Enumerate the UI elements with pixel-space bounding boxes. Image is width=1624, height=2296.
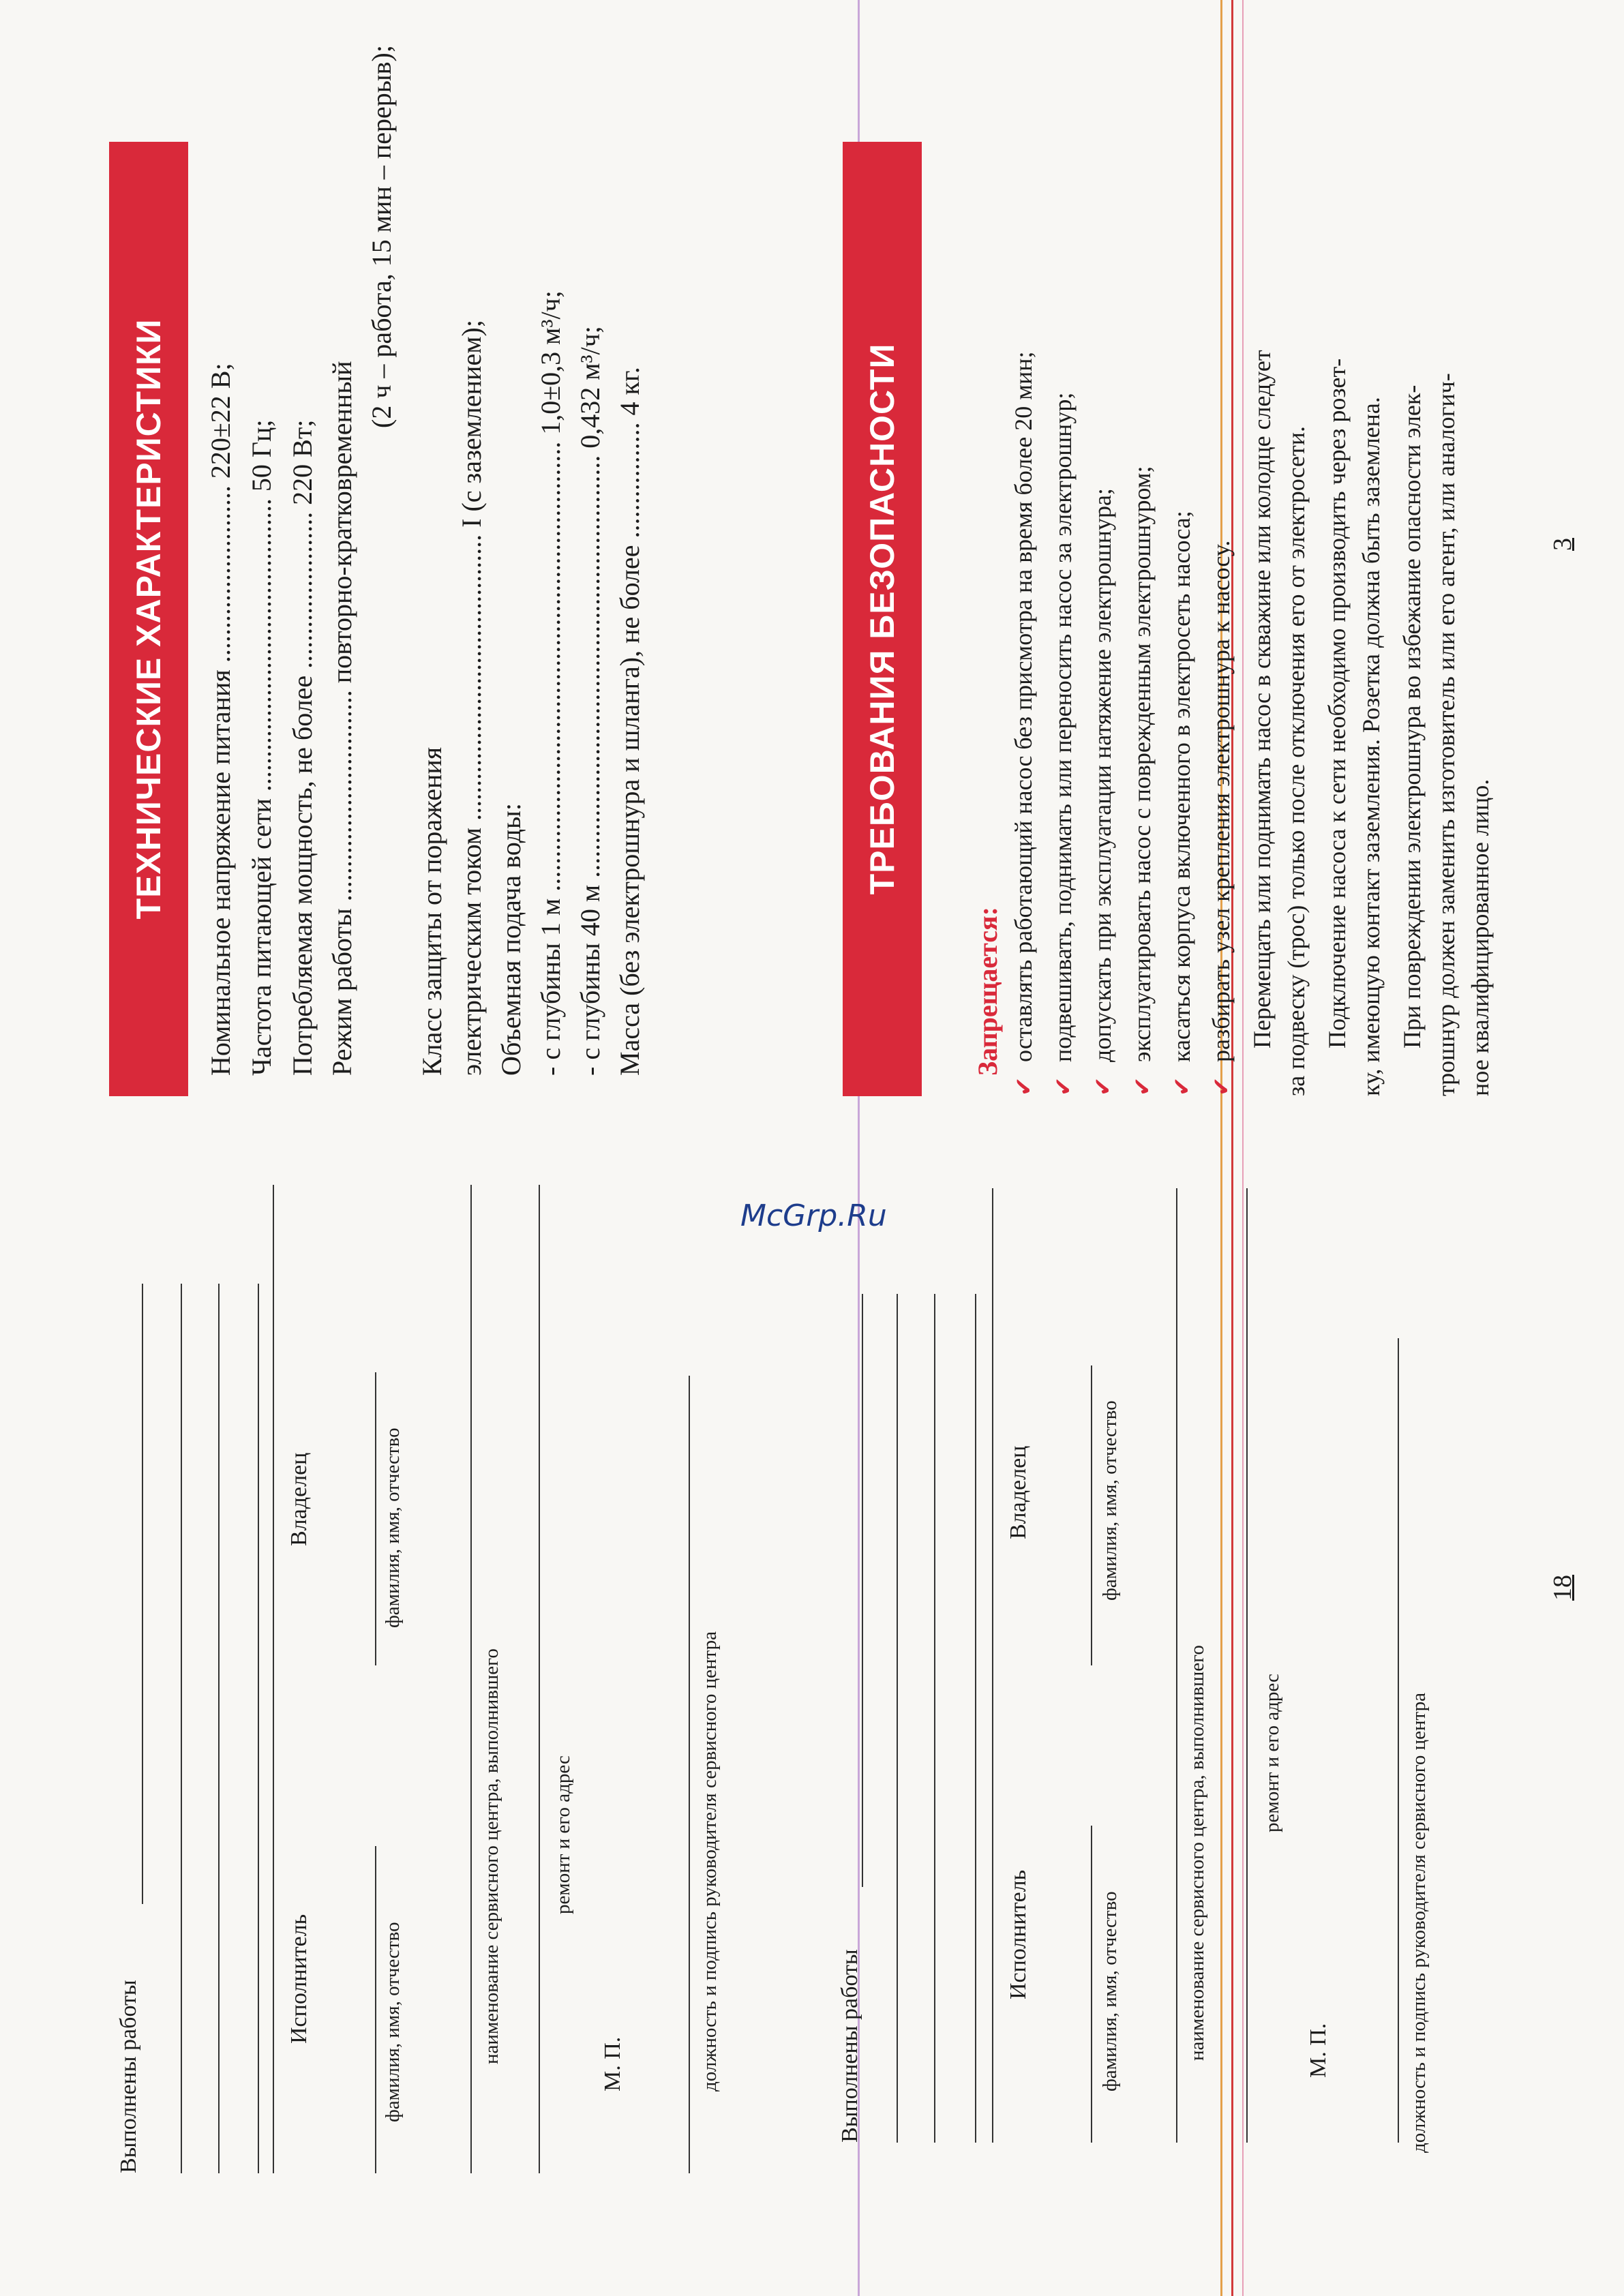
owner-name-caption-1: фамилия, имя, отчество — [382, 1428, 404, 1628]
check-icon: ✔ — [1089, 1076, 1117, 1096]
safety-paragraph-1-line-1: Перемещать или поднимать насос в скважине или колодце следует — [1248, 350, 1276, 1048]
spec-flow-40m: - с глубины 40 м .............................................................. 0,432 м³/ч; — [575, 326, 605, 1076]
work-done-line-2b — [897, 1294, 898, 2143]
executor-label-1: Исполнитель — [286, 1914, 312, 2044]
spec-value: повторно-кратковременный — [327, 361, 357, 684]
signature-line-1 — [689, 1376, 690, 2173]
owner-name-line-1 — [375, 1372, 376, 1665]
owner-name-line-2 — [1091, 1365, 1092, 1665]
work-done-line-2a — [862, 1294, 863, 1887]
work-done-line-2e — [992, 1188, 993, 2143]
right-page-number: 3 — [1548, 538, 1577, 551]
spec-row-power — [286, 40, 318, 1076]
check-icon: ✔ — [1169, 1076, 1196, 1096]
forbidden-item: подвешивать, поднимать или переносить насос за электрошнур; — [1049, 392, 1077, 1062]
spec-label: Режим работы ............................... — [327, 690, 357, 1076]
check-icon: ✔ — [1129, 1076, 1156, 1096]
spec-flow-title: Объемная подача воды: — [496, 803, 526, 1076]
spec-row-frequency — [245, 40, 277, 1076]
signature-line-2 — [1398, 1338, 1399, 2143]
safety-paragraph-3-line-2: трошнур должен заменить изготовитель или его агент, или аналогич- — [1432, 373, 1460, 1096]
right-page — [0, 0, 1624, 1137]
safety-paragraph-3-line-3: ное квалифицированное лицо. — [1467, 779, 1494, 1096]
forbidden-item: касаться корпуса включенного в электросеть насоса; — [1168, 511, 1195, 1062]
left-page-number: 18 — [1548, 1575, 1577, 1601]
spec-mode-note: (2 ч – работа, 15 мин – перерыв); — [366, 45, 397, 428]
spec-protection-line1: Класс защиты от поражения — [417, 746, 447, 1076]
spec-value: 50 Гц; — [246, 419, 277, 492]
executor-name-line-2 — [1091, 1826, 1092, 2143]
safety-paragraph-3-line-1: При повреждении электрошнура во избежание опасности элек- — [1398, 384, 1426, 1048]
service-center-caption-2: наименование сервисного центра, выполнившего — [1186, 1645, 1208, 2061]
work-done-line-2d — [975, 1294, 976, 2143]
spec-mass: Масса (без электрошнура и шланга), не более ................. 4 кг. — [614, 367, 645, 1076]
executor-name-line-1 — [375, 1846, 376, 2173]
spec-label: Номинальное напряжение питания .......................... — [205, 485, 236, 1076]
spec-flow-1m: - с глубины 1 м .................................................................. 1,0±0,3 м³/ч; — [535, 290, 566, 1076]
work-done-label-2: Выполнены работы — [837, 1949, 862, 2143]
tech-specs-banner: ТЕХНИЧЕСКИЕ ХАРАКТЕРИСТИКИ — [109, 142, 188, 1096]
safety-paragraph-2-line-2: ку, имеющую контакт заземления. Розетка должна быть заземлена. — [1357, 397, 1385, 1096]
spec-label: Частота питающей сети ........................................... — [246, 498, 277, 1076]
executor-name-caption-1: фамилия, имя, отчество — [382, 1922, 404, 2122]
watermark-logo: McGrp.Ru — [740, 1198, 887, 1233]
executor-name-caption-2: фамилия, имя, отчество — [1099, 1891, 1121, 2091]
spec-row-mode — [326, 40, 358, 1076]
owner-name-caption-2: фамилия, имя, отчество — [1099, 1400, 1121, 1601]
work-done-line-1a — [142, 1284, 143, 1904]
repair-caption-2: ремонт и его адрес — [1261, 1674, 1283, 1832]
signature-caption-2: должность и подпись руководителя сервисного центра — [1408, 1693, 1430, 2153]
spec-protection-line2: электрическим током .......................................... I (с заземлением); — [456, 320, 487, 1076]
forbidden-item: разбирать узел крепления электрошнура к насосу. — [1207, 540, 1235, 1062]
owner-label-1: Владелец — [286, 1452, 312, 1546]
check-icon: ✔ — [1010, 1076, 1038, 1096]
executor-label-2: Исполнитель — [1006, 1869, 1031, 1999]
safety-paragraph-2-line-1: Подключение насоса к сети необходимо производить через розет- — [1323, 358, 1351, 1048]
spec-row-voltage — [205, 40, 237, 1076]
owner-label-2: Владелец — [1006, 1445, 1031, 1539]
check-icon: ✔ — [1208, 1076, 1235, 1096]
stamp-label-1: М. П. — [600, 2036, 625, 2091]
forbidden-item: допускать при эксплуатации натяжение электрошнура; — [1089, 488, 1116, 1062]
spec-label: Потребляемая мощность, не более ....................... — [287, 511, 318, 1076]
stamp-label-2: М. П. — [1306, 2023, 1331, 2078]
forbidden-item: оставлять работающий насос без присмотра на время более 20 мин; — [1010, 351, 1037, 1062]
repair-caption-1: ремонт и его адрес — [552, 1755, 574, 1914]
service-center-caption-1: наименование сервисного центра, выполнившего — [481, 1648, 502, 2064]
work-done-line-1c — [218, 1284, 220, 2173]
work-done-line-1e — [273, 1185, 274, 2173]
forbidden-title: Запрещается: — [972, 906, 1003, 1076]
signature-caption-1: должность и подпись руководителя сервисного центра — [699, 1631, 721, 2091]
work-done-line-1d — [258, 1284, 259, 2173]
left-page — [0, 1151, 1624, 2296]
service-center-line-2 — [1176, 1188, 1177, 2143]
spec-value: 220±22 В; — [205, 363, 236, 479]
safety-banner: ТРЕБОВАНИЯ БЕЗОПАСНОСТИ — [843, 142, 922, 1096]
work-done-line-2c — [934, 1294, 935, 2143]
safety-paragraph-1-line-2: за подвеску (трос) только после отключения его от электросети. — [1282, 425, 1310, 1096]
forbidden-item: эксплуатировать насос с поврежденным электрошнуром; — [1128, 466, 1156, 1062]
work-done-label-1: Выполнены работы — [116, 1980, 141, 2173]
work-done-line-1b — [181, 1284, 182, 2173]
check-icon: ✔ — [1050, 1076, 1077, 1096]
address-line-2 — [1246, 1188, 1248, 2143]
address-line-1 — [539, 1185, 540, 2173]
spec-value: 220 Вт; — [287, 419, 318, 505]
service-center-line-1 — [470, 1185, 472, 2173]
